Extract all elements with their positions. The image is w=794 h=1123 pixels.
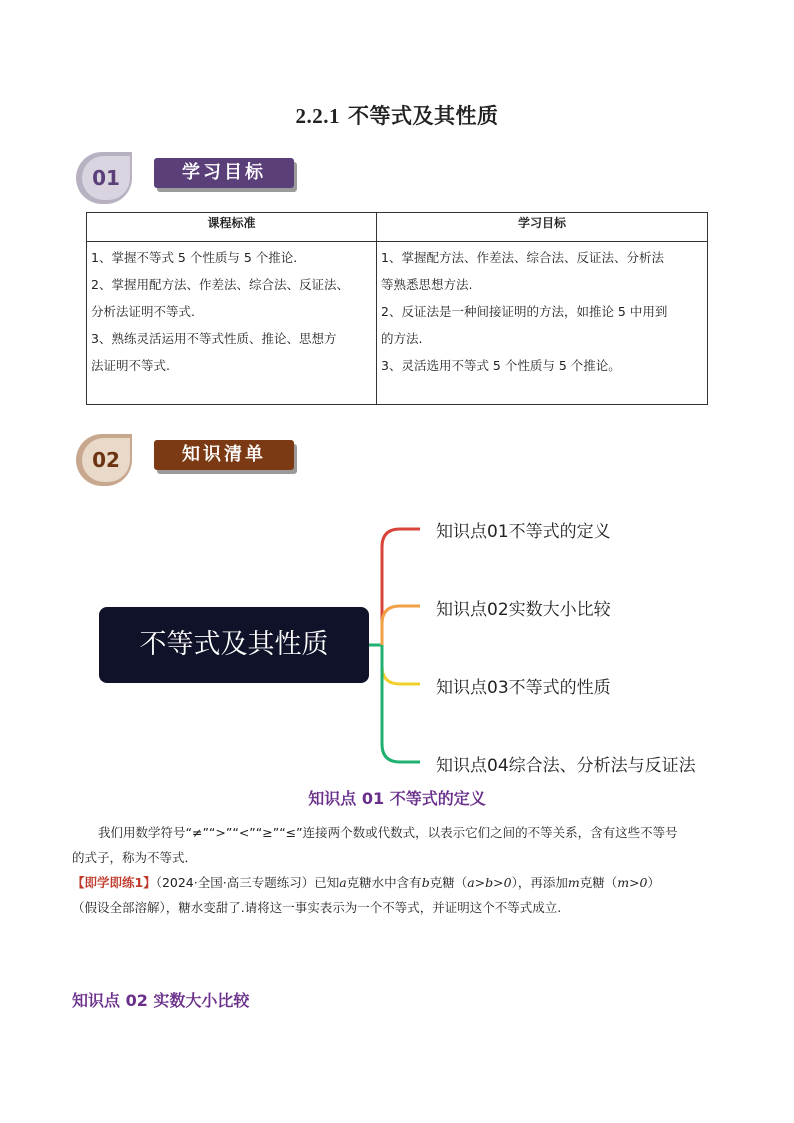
standards-line: 法证明不等式. — [91, 358, 170, 373]
goals-line: 3、灵活选用不等式 5 个性质与 5 个推论。 — [381, 358, 621, 373]
section-header-01 — [76, 152, 306, 204]
goals-line: 的方法. — [381, 331, 423, 346]
section-label: 学习目标 — [154, 158, 294, 188]
var-a: a — [339, 875, 347, 890]
exercise-text: （2024·全国·高三专题练习）已知 — [155, 875, 340, 890]
goals-line: 1、掌握配方法、作差法、综合法、反证法、分析法 — [381, 250, 664, 265]
standards-line: 2、掌握用配方法、作差法、综合法、反证法、 — [91, 277, 349, 292]
mind-map-branch-4: 知识点04综合法、分析法与反证法 — [436, 756, 696, 776]
exercise-tag: 【即学即练1】 — [72, 875, 156, 890]
goals-line: 等熟悉思想方法. — [381, 277, 473, 292]
standards-line: 1、掌握不等式 5 个性质与 5 个推论. — [91, 250, 298, 265]
section-number: 01 — [92, 166, 120, 190]
mind-map-branch-2: 知识点02实数大小比较 — [436, 600, 611, 620]
mind-map-branch-1: 知识点01不等式的定义 — [436, 522, 611, 542]
standards-line: 分析法证明不等式. — [91, 304, 195, 319]
kp1-line: 我们用数学符号“≠”“>”“<”“≥”“≤”连接两个数或代数式，以表示它们之间的不等关系，含有这些不等号 — [98, 825, 678, 840]
kp1-paragraph — [72, 820, 722, 920]
branch-line-1 — [382, 529, 420, 645]
mind-map-branch-3: 知识点03不等式的性质 — [436, 678, 611, 698]
table-header-standards: 课程标准 — [87, 213, 377, 242]
kp1-heading: 知识点 01 不等式的定义 — [308, 789, 486, 808]
kp2-heading: 知识点 02 实数大小比较 — [72, 991, 250, 1010]
table-header-goals: 学习目标 — [377, 213, 708, 242]
var-m: m — [567, 875, 580, 890]
standards-line: 3、熟练灵活运用不等式性质、推论、思想方 — [91, 331, 337, 346]
section-header-02 — [76, 434, 306, 486]
kp1-line: 的式子，称为不等式． — [72, 850, 198, 865]
table-cell-goals — [377, 242, 708, 405]
branch-line-4 — [382, 645, 420, 762]
mind-map-root: 不等式及其性质 — [99, 607, 369, 683]
var-b: b — [421, 875, 430, 890]
exercise-text: 克糖水中含有 — [346, 875, 422, 890]
title-number: 2.2.1 — [295, 104, 340, 128]
branch-line-3 — [382, 645, 420, 684]
condition-2: m>0 — [617, 875, 648, 890]
page-title — [0, 100, 794, 130]
condition-1: a>b>0 — [467, 875, 512, 890]
goals-table — [86, 212, 708, 405]
exercise-text: 克糖（ — [579, 875, 618, 890]
section-label: 知识清单 — [154, 440, 294, 470]
exercise-line — [72, 870, 722, 895]
goals-line: 2、反证法是一种间接证明的方法，如推论 5 中用到 — [381, 304, 668, 319]
exercise-text: ） — [647, 875, 661, 890]
exercise-line: （假设全部溶解），糖水变甜了.请将这一事实表示为一个不等式，并证明这个不等式成立. — [72, 900, 562, 915]
exercise-text: ），再添加 — [511, 875, 568, 890]
section-number: 02 — [92, 448, 120, 472]
mind-map — [96, 512, 736, 778]
table-cell-standards — [87, 242, 377, 405]
title-text: 不等式及其性质 — [348, 103, 499, 128]
branch-line-2 — [382, 606, 420, 645]
exercise-text: 克糖（ — [429, 875, 468, 890]
